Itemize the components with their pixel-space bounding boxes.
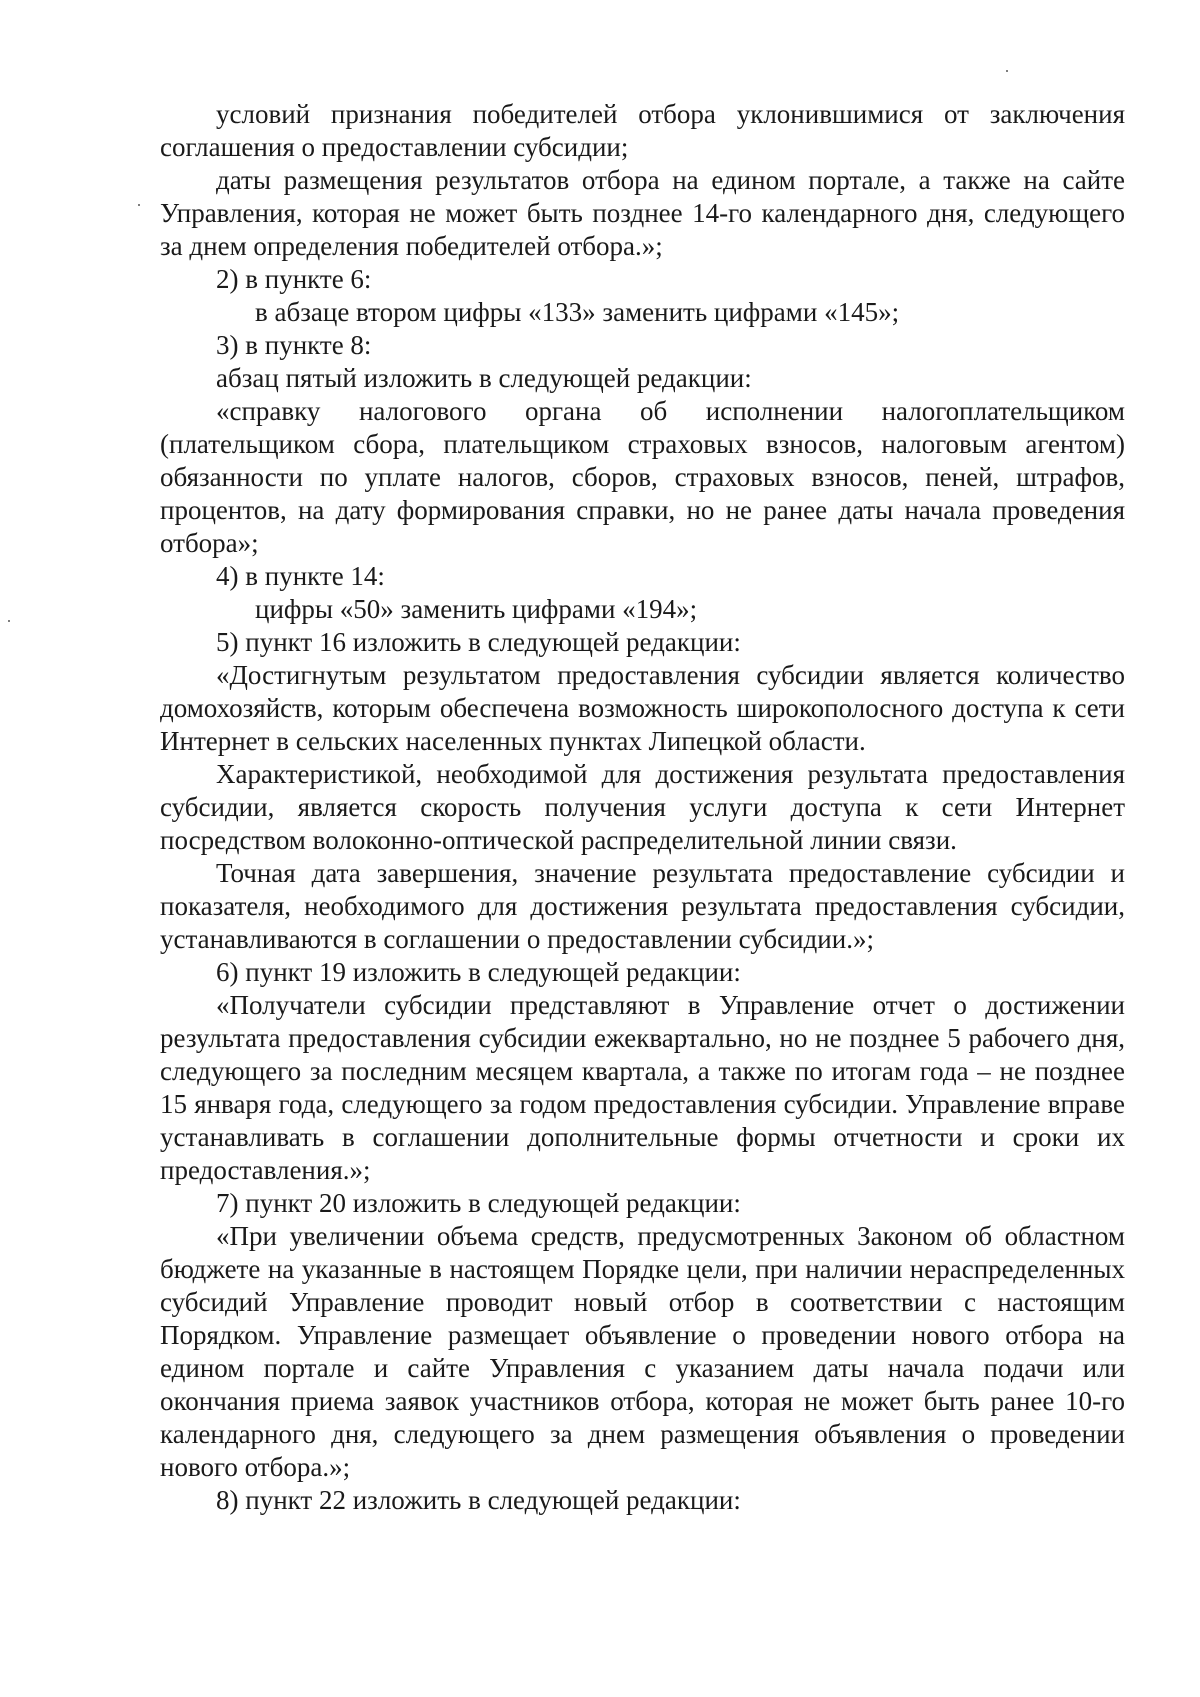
paragraph: «При увеличении объема средств, предусмотренных Законом об областном бюджете на указанные в настоящем Порядке цели, при наличии нераспределенных субсидий Управление проводит новый отбор в соответствии с настоящим Порядком. Управление размещает объявление о проведении нового отбора на едином портале и сайте Управления с указанием даты начала подачи или окончания приема заявок участников отбора, которая не может быть ранее 10-го календарного дня, следующего за днем размещения объявления о проведении нового отбора.»; <box>160 1221 1125 1482</box>
list-item: 6) пункт 19 изложить в следующей редакции: <box>216 957 741 987</box>
sub-paragraph: в абзаце втором цифры «133» заменить цифрами «145»; <box>255 297 900 327</box>
paragraph: «Получатели субсидии представляют в Управление отчет о достижении результата предоставления субсидии ежеквартально, но не позднее 5 рабочего дня, следующего за последним месяцем квартала, а также по итогам года – не позднее 15 января года, следующего за годом предоставления субсидии. Управление вправе устанавливать в соглашении дополнительные формы отчетности и сроки их предоставления.»; <box>160 990 1125 1185</box>
paragraph: условий признания победителей отбора уклонившимися от заключения соглашения о предоставлении субсидии; <box>160 99 1125 162</box>
document-body <box>160 98 1125 1517</box>
paragraph: Точная дата завершения, значение результата предоставление субсидии и показателя, необходимого для достижения результата предоставления субсидии, устанавливаются в соглашении о предоставлении субсидии.»; <box>160 858 1125 954</box>
paragraph: абзац пятый изложить в следующей редакции: <box>216 363 752 393</box>
list-item: 4) в пункте 14: <box>216 561 385 591</box>
list-item: 2) в пункте 6: <box>216 264 372 294</box>
list-item: 7) пункт 20 изложить в следующей редакции: <box>216 1188 741 1218</box>
list-item: 8) пункт 22 изложить в следующей редакции: <box>216 1485 741 1515</box>
paragraph: даты размещения результатов отбора на едином портале, а также на сайте Управления, которая не может быть позднее 14-го календарного дня, следующего за днем определения победителей отбора.»; <box>160 165 1125 261</box>
paragraph: «Достигнутым результатом предоставления субсидии является количество домохозяйств, которым обеспечена возможность широкополосного доступа к сети Интернет в сельских населенных пунктах Липецкой области. <box>160 660 1125 756</box>
scan-speck <box>8 620 10 622</box>
list-item: 5) пункт 16 изложить в следующей редакции: <box>216 627 741 657</box>
paragraph: «справку налогового органа об исполнении налогоплательщиком (плательщиком сбора, плательщиком страховых взносов, налоговым агентом) обязанности по уплате налогов, сборов, страховых взносов, пеней, штрафов, процентов, на дату формирования справки, но не ранее даты начала проведения отбора»; <box>160 396 1125 558</box>
list-item: 3) в пункте 8: <box>216 330 372 360</box>
paragraph: Характеристикой, необходимой для достижения результата предоставления субсидии, является скорость получения услуги доступа к сети Интернет посредством волоконно-оптической распределительной линии связи. <box>160 759 1125 855</box>
sub-paragraph: цифры «50» заменить цифрами «194»; <box>255 594 698 624</box>
scan-speck <box>138 204 140 206</box>
scan-speck <box>1006 70 1008 72</box>
